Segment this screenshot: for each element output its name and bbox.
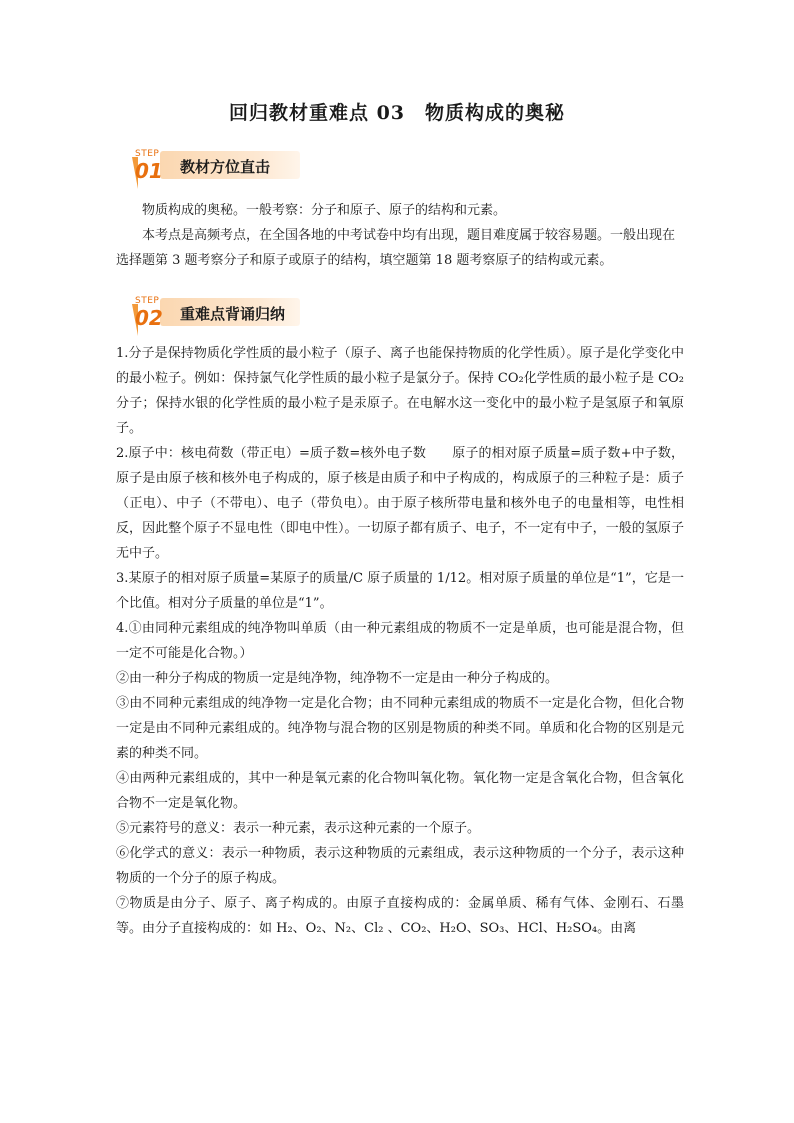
- point-paragraph: ⑤元素符号的意义：表示一种元素，表示这种元素的一个原子。: [116, 821, 481, 836]
- section-label: 教材方位直击: [180, 158, 271, 176]
- key-points: [116, 341, 684, 941]
- step-number: 01: [135, 159, 163, 183]
- point-paragraph: 2.原子中：核电荷数（带正电）=质子数=核外电子数 原子的相对原子质量=质子数+中子数，原子是由原子核和核外电子构成的，原子核是由质子和中子构成的，构成原子的三种粒子是：质子（正电）、中子（不带电）、电子（带负电）。由于原子核所带电量和核外电子的电量相等，电性相反，因此整个原子不显电性（即电中性）。一切原子都有质子、电子，不一定有中子，一般的氢原子无中子。: [116, 446, 684, 561]
- step-badge: [132, 294, 174, 338]
- point-paragraph: ⑥化学式的意义：表示一种物质，表示这种物质的元素组成，表示这种物质的一个分子，表示这种物质的一个分子的原子构成。: [116, 846, 684, 886]
- page-title: 回归教材重难点 03 物质构成的奥秘: [228, 102, 566, 124]
- point-paragraph: ⑦物质是由分子、原子、离子构成的。由原子直接构成的：金属单质、稀有气体、金刚石、石墨等。由分子直接构成的：如 H₂、O₂、N₂、Cl₂ 、CO₂、H₂O、SO₃、HCl、H₂SO₄。由离: [116, 896, 684, 936]
- point-paragraph: ②由一种分子构成的物质一定是纯净物，纯净物不一定是由一种分子构成的。: [116, 671, 559, 686]
- intro-text: [116, 198, 686, 273]
- point-paragraph: ③由不同种元素组成的纯净物一定是化合物；由不同种元素组成的物质不一定是化合物，但化合物一定是由不同种元素组成的。纯净物与混合物的区别是物质的种类不同。单质和化合物的区别是元素的种类不同。: [116, 696, 684, 761]
- section-header-step-02: [132, 294, 302, 340]
- point-paragraph: ④由两种元素组成的，其中一种是氧元素的化合物叫氧化物。氧化物一定是含氧化合物，但含氧化合物不一定是氧化物。: [116, 771, 684, 811]
- step-word: STEP: [135, 296, 160, 306]
- point-paragraph: 4.①由同种元素组成的纯净物叫单质（由一种元素组成的物质不一定是单质，也可能是混合物，但一定不可能是化合物。）: [116, 621, 684, 661]
- intro-paragraph: 本考点是高频考点，在全国各地的中考试卷中均有出现，题目难度属于较容易题。一般出现在选择题第 3 题考察分子和原子或原子的结构，填空题第 18 题考察原子的结构或元素。: [116, 228, 676, 268]
- point-paragraph: 1.分子是保持物质化学性质的最小粒子（原子、离子也能保持物质的化学性质）。原子是化学变化中的最小粒子。例如：保持氯气化学性质的最小粒子是氯分子。保持 CO₂化学性质的最小粒子是 CO₂分子；保持水银的化学性质的最小粒子是汞原子。在电解水这一变化中的最小粒子是氢原子和氧原子。: [116, 346, 684, 436]
- step-word: STEP: [135, 149, 160, 159]
- step-badge: [132, 147, 174, 191]
- step-number: 02: [135, 306, 163, 330]
- intro-paragraph: 物质构成的奥秘。一般考察：分子和原子、原子的结构和元素。: [142, 203, 507, 218]
- section-header-step-01: [132, 147, 302, 193]
- point-paragraph: 3.某原子的相对原子质量=某原子的质量/C 原子质量的 1/12。相对原子质量的单位是“1”，它是一个比值。相对分子质量的单位是“1”。: [116, 571, 684, 611]
- section-label: 重难点背诵归纳: [180, 305, 286, 323]
